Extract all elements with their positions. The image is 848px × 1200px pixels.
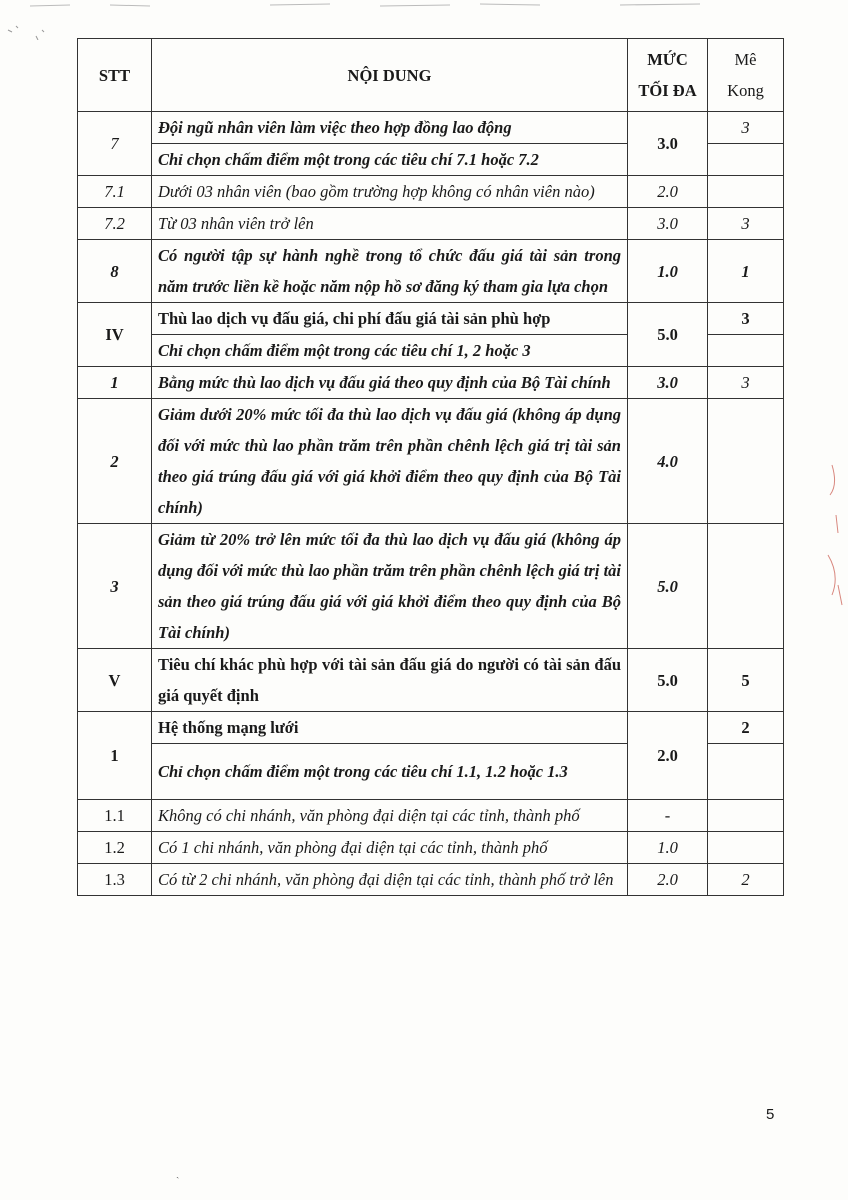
row-content: Dưới 03 nhân viên (bao gồm trường hợp không có nhân viên nào)	[152, 176, 628, 208]
row-stt: V	[78, 649, 152, 712]
header-score	[708, 39, 784, 112]
table-row	[78, 112, 784, 144]
row-content: Không có chi nhánh, văn phòng đại diện tại các tỉnh, thành phố	[152, 800, 628, 832]
table-row	[78, 208, 784, 240]
row-stt: 8	[78, 240, 152, 303]
row-stt: 1.3	[78, 864, 152, 896]
table-header-row	[78, 39, 784, 112]
row-content: Có từ 2 chi nhánh, văn phòng đại diện tại các tỉnh, thành phố trở lên	[152, 864, 628, 896]
table-row	[78, 524, 784, 649]
row-content: Có 1 chi nhánh, văn phòng đại diện tại các tỉnh, thành phố	[152, 832, 628, 864]
row-score: 3	[708, 303, 784, 335]
row-max: -	[628, 800, 708, 832]
row-stt: 7.1	[78, 176, 152, 208]
page-number: 5	[766, 1106, 775, 1123]
row-max: 1.0	[628, 832, 708, 864]
row-score-empty	[708, 144, 784, 176]
row-max: 3.0	[628, 208, 708, 240]
row-max: 4.0	[628, 399, 708, 524]
row-stt: IV	[78, 303, 152, 367]
table-row	[78, 712, 784, 744]
row-score-empty	[708, 744, 784, 800]
row-stt: 1	[78, 367, 152, 399]
row-score: 3	[708, 367, 784, 399]
row-score: 2	[708, 712, 784, 744]
header-max-line2: TỐI ĐA	[638, 81, 697, 100]
row-content: Bằng mức thù lao dịch vụ đấu giá theo quy định của Bộ Tài chính	[152, 367, 628, 399]
table-row	[78, 832, 784, 864]
row-content: Giảm dưới 20% mức tối đa thù lao dịch vụ đấu giá (không áp dụng đối với mức thù lao phần trăm trên phần chênh lệch giá trị tài sản theo giá trúng đấu giá với giá khởi điểm theo quy định của Bộ Tài chính)	[152, 399, 628, 524]
row-max: 5.0	[628, 649, 708, 712]
row-stt: 1.2	[78, 832, 152, 864]
row-max: 2.0	[628, 176, 708, 208]
table-row	[78, 240, 784, 303]
evaluation-table	[77, 38, 784, 896]
row-stt: 1.1	[78, 800, 152, 832]
scan-top-marks	[0, 0, 848, 40]
header-content: NỘI DUNG	[152, 39, 628, 112]
row-max: 3.0	[628, 367, 708, 399]
row-content: Tiêu chí khác phù hợp với tài sản đấu giá do người có tài sản đấu giá quyết định	[152, 649, 628, 712]
row-score: 3	[708, 208, 784, 240]
row-score	[708, 176, 784, 208]
row-score	[708, 399, 784, 524]
row-score: 1	[708, 240, 784, 303]
table-row	[78, 399, 784, 524]
row-title: Thù lao dịch vụ đấu giá, chi phí đấu giá tài sản phù hợp	[152, 303, 628, 335]
header-max	[628, 39, 708, 112]
row-note: Chỉ chọn chấm điểm một trong các tiêu chí 1, 2 hoặc 3	[152, 335, 628, 367]
row-title: Đội ngũ nhân viên làm việc theo hợp đồng lao động	[152, 112, 628, 144]
table-row	[78, 800, 784, 832]
row-max: 5.0	[628, 303, 708, 367]
row-note: Chỉ chọn chấm điểm một trong các tiêu chí 7.1 hoặc 7.2	[152, 144, 628, 176]
row-content: Giảm từ 20% trở lên mức tối đa thù lao dịch vụ đấu giá (không áp dụng đối với mức thù lao phần trăm trên phần chênh lệch giá trị tài sản theo giá trúng đấu giá với giá khởi điểm theo quy định của Bộ Tài chính)	[152, 524, 628, 649]
row-stt: 7	[78, 112, 152, 176]
row-max: 2.0	[628, 712, 708, 800]
table-row	[78, 303, 784, 335]
row-note: Chỉ chọn chấm điểm một trong các tiêu chí 1.1, 1.2 hoặc 1.3	[152, 744, 628, 800]
row-score-empty	[708, 335, 784, 367]
row-score	[708, 832, 784, 864]
header-score-line2: Kong	[727, 81, 764, 100]
table-row	[78, 367, 784, 399]
row-stt: 1	[78, 712, 152, 800]
row-content: Có người tập sự hành nghề trong tổ chức đấu giá tài sản trong năm trước liền kề hoặc năm nộp hồ sơ đăng ký tham gia lựa chọn	[152, 240, 628, 303]
row-stt: 3	[78, 524, 152, 649]
scan-speck: ˏ	[176, 1168, 180, 1179]
row-content: Từ 03 nhân viên trở lên	[152, 208, 628, 240]
header-score-line1: Mê	[734, 50, 757, 69]
row-score: 3	[708, 112, 784, 144]
row-score: 2	[708, 864, 784, 896]
row-score	[708, 524, 784, 649]
header-stt: STT	[78, 39, 152, 112]
row-max: 1.0	[628, 240, 708, 303]
table-row	[78, 864, 784, 896]
header-max-line1: MỨC	[647, 50, 688, 69]
table-row	[78, 176, 784, 208]
scan-edge-marks	[818, 455, 848, 615]
row-title: Hệ thống mạng lưới	[152, 712, 628, 744]
row-score: 5	[708, 649, 784, 712]
table-row	[78, 649, 784, 712]
row-stt: 2	[78, 399, 152, 524]
row-max: 5.0	[628, 524, 708, 649]
row-stt: 7.2	[78, 208, 152, 240]
row-score	[708, 800, 784, 832]
row-max: 3.0	[628, 112, 708, 176]
row-max: 2.0	[628, 864, 708, 896]
